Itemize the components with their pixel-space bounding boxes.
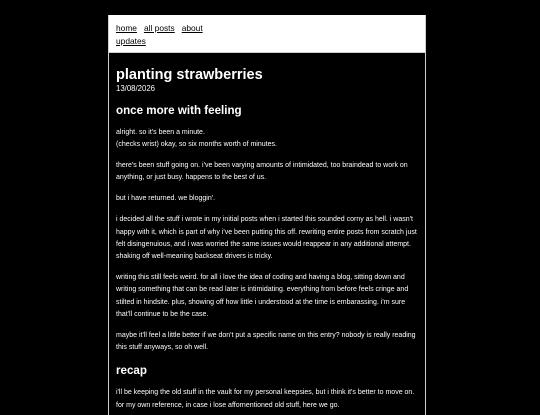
top-nav bbox=[109, 15, 425, 53]
paragraph: there's been stuff going on. i've been varying amounts of intimidated, too braindead to work on anything, or just busy. happens to the best of us. bbox=[116, 162, 408, 182]
paragraph: writing this still feels weird. for all i love the idea of coding and having a blog, sitting down and writing something that can be read later is intimidating. everything from before feels cringe and stilted in hindsite. plus, showing off how little i understood at the time is embarassing. i'm sure that'll continue to be the case. bbox=[116, 274, 409, 318]
nav-link-all-posts[interactable]: all posts bbox=[143, 23, 175, 33]
paragraph: i'll be keeping the old stuff in the vault for my personal keepsies, but i think it's better to move on. for my own reference, in case i lose affornentioned old stuff, here we go. bbox=[116, 389, 415, 409]
post-date: 13/08/2026 bbox=[116, 84, 156, 93]
paragraph-line: (checks wrist) okay, so six months worth of minutes. bbox=[116, 141, 277, 149]
paragraph: i decided all the stuff i wrote in my initial posts when i started this sounded corny as hell. i wasn't happy with it, which is part of why i've been putting this off. rewriting entire posts from scratch just felt disingenuious, and i was worried the same issues would reappear in any additional attempt. shaking off well-meaning backseat drivers is tricky. bbox=[116, 216, 417, 261]
section-heading-recap: recap bbox=[116, 364, 147, 378]
page-frame bbox=[108, 15, 426, 415]
nav-link-updates[interactable]: updates bbox=[116, 35, 146, 46]
paragraph-line: alright. so it's been a minute. bbox=[116, 129, 205, 136]
paragraph bbox=[116, 127, 418, 152]
nav-link-home[interactable]: home bbox=[116, 23, 137, 33]
paragraph: but i have returned. we bloggin'. bbox=[116, 195, 216, 203]
nav-link-about[interactable]: about bbox=[181, 23, 203, 33]
post-content bbox=[109, 53, 425, 412]
paragraph: maybe it'll feel a little better if we don't put a specific name on this entry? nobody is really reading this stuff anyways, so oh well. bbox=[116, 331, 416, 352]
section-heading-once-more: once more with feeling bbox=[116, 104, 242, 117]
post-title: planting strawberries bbox=[116, 67, 263, 83]
